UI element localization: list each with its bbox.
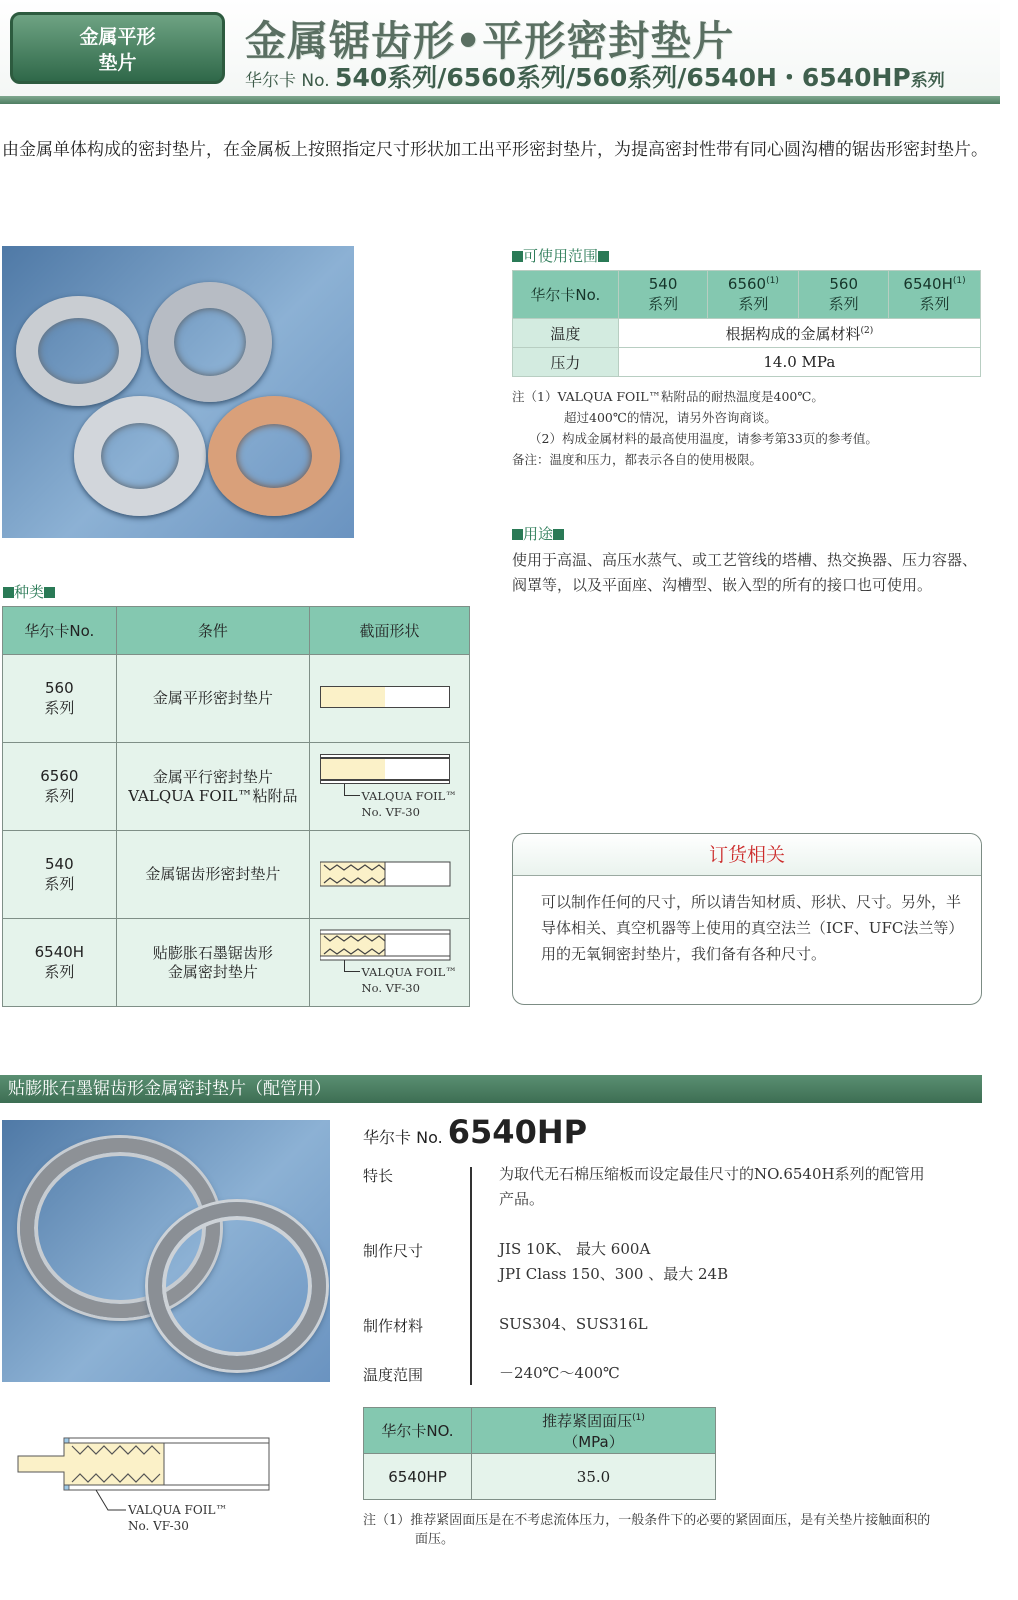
hp-table-header-pressure: 推荐紧固面压$^{(1)}$ （MPa） [472,1408,716,1454]
hp-foil-label: VALQUA FOIL™ No. VF-30 [128,1503,228,1533]
bullet-square-icon [553,529,564,540]
usage-col-540: 540 系列 [618,271,708,319]
ring-steel-1 [16,296,141,406]
spec-value: 为取代无石棉压缩板而设定最佳尺寸的NO.6540H系列的配管用 产品。 [499,1165,925,1208]
hp-table-value: 35.0 [472,1454,716,1500]
foil-layer-bottom [320,780,450,784]
flat-plate-section [320,686,450,708]
types-heading: 种类 [3,581,55,602]
order-text: 可以制作任何的尺寸，所以请告知材质、形状、尺寸。另外，半导体相关、真空机器等上使用的真空法兰（ICF、UFC法兰等）用的无氧铜密封垫片，我们备有各种尺寸。 [541,893,962,963]
spec-value: JIS 10K、 最大 600A JPI Class 150、300 、最大 24B [499,1240,729,1283]
spec-label: 制作尺寸 [363,1242,424,1260]
note-line: 超过400℃的情况，请另外咨询商谈。 [564,410,777,425]
hp-ring-2 [148,1202,326,1370]
hp-heading-no: No. [416,1128,443,1147]
spec-divider [470,1167,472,1385]
type-condition: 金属平形密封垫片 [116,655,309,743]
type-condition: 金属锯齿形密封垫片 [116,831,309,919]
spec-value: －240℃～400℃ [499,1364,620,1382]
bullet-square-icon [3,587,14,598]
category-line-1: 金属平形 [79,26,156,48]
usage-row-label: 温度 [513,319,619,348]
header-rule [0,96,1000,104]
ring-steel-2 [148,282,272,402]
type-no-6540h: 6540H 系列 [3,919,117,1007]
hp-note: 注（1）推荐紧固面压是在不考虑流体压力，一般条件下的必要的紧固面压，是有关垫片接触面积的 面压。 [363,1513,931,1547]
foil-label: VALQUA FOIL™ No. VF-30 [361,788,457,819]
type-no-540: 540 系列 [3,831,117,919]
page-title: 金属锯齿形•平形密封垫片 [245,17,735,65]
ring-steel-3 [74,396,206,516]
hp-table-header-no: 华尔卡NO. [364,1408,472,1454]
hp-gasket-photo [2,1120,330,1382]
usage-col-6540h: $6540H^{(1)}$ 系列 [889,271,981,319]
bullet-square-icon [512,251,523,262]
usage-range-heading: 可使用范围 [512,245,609,266]
usage-row-value: 14.0 MPa [618,348,980,377]
hp-section-bar: 贴膨胀石墨锯齿形金属密封垫片（配管用） [0,1075,982,1103]
serrated-section-icon [320,840,460,910]
leader-line [344,784,360,796]
flat-plate-section [320,758,450,780]
usage-row-value: 根据构成的金属材料$^{(2)}$ [618,319,980,348]
subtitle-series: 540系列/6560系列/560系列/6540H・6540HP [335,63,911,92]
usage-header-label: 华尔卡No. [513,271,619,319]
spec-label: 温度范围 [363,1366,424,1384]
bullet-square-icon [512,529,523,540]
hp-heading-model: 6540HP [447,1113,588,1151]
types-table [2,606,470,1007]
types-header-condition: 条件 [116,607,309,655]
types-header-shape: 截面形状 [310,607,470,655]
order-info-box [512,833,982,1005]
type-no-6560: 6560 系列 [3,743,117,831]
subtitle-brand: 华尔卡 [245,71,296,91]
order-title: 订货相关 [513,834,981,876]
subtitle-suffix: 系列 [910,71,945,91]
leader-line [344,960,360,972]
bullet-square-icon [598,251,609,262]
note-line: 注（1）VALQUA FOIL™粘附品的耐热温度是400℃。 [512,389,824,404]
ring-copper [208,396,340,516]
category-line-2: 垫片 [98,52,137,74]
serrated-foil-section-icon [320,928,460,964]
page-subtitle [245,58,945,94]
usage-col-560: 560 系列 [799,271,889,319]
subtitle-no: No. [301,71,330,91]
usage-col-6560: 6560$^{(1)}$ 系列 [708,271,799,319]
hp-pressure-table [363,1407,716,1500]
hp-heading-brand: 华尔卡 [363,1128,412,1147]
type-shape-serrated-foil [310,919,470,1007]
application-heading: 用途 [512,523,564,544]
usage-range-table [512,270,981,377]
note-line: （2）构成金属材料的最高使用温度，请参考第33页的参考值。 [529,431,878,446]
hp-heading [363,1113,587,1151]
usage-row-label: 压力 [513,348,619,377]
spec-value: SUS304、SUS316L [499,1315,648,1333]
spec-label: 制作材料 [363,1317,424,1335]
category-badge [10,12,225,84]
foil-label: VALQUA FOIL™ No. VF-30 [361,964,457,995]
type-no-560: 560 系列 [3,655,117,743]
note-line: 备注：温度和压力，都表示各自的使用极限。 [512,452,763,467]
type-condition: 金属平行密封垫片 VALQUA FOIL™粘附品 [116,743,309,831]
type-shape-serrated [310,831,470,919]
type-shape-flat-foil [310,743,470,831]
bullet-square-icon [44,587,55,598]
usage-notes [512,386,878,470]
type-condition: 贴膨胀石墨锯齿形 金属密封垫片 [116,919,309,1007]
types-header-no: 华尔卡No. [3,607,117,655]
gasket-photo [2,246,354,538]
type-shape-flat [310,655,470,743]
application-text: 使用于高温、高压水蒸气、或工艺管线的塔槽、热交换器、压力容器、阀罩等，以及平面座、沟槽型、嵌入型的所有的接口也可使用。 [512,551,978,594]
intro-paragraph: 由金属单体构成的密封垫片，在金属板上按照指定尺寸形状加工出平形密封垫片，为提高密封性带有同心圆沟槽的锯齿形密封垫片。 [2,140,988,160]
hp-table-no: 6540HP [364,1454,472,1500]
spec-label: 特长 [363,1167,394,1185]
